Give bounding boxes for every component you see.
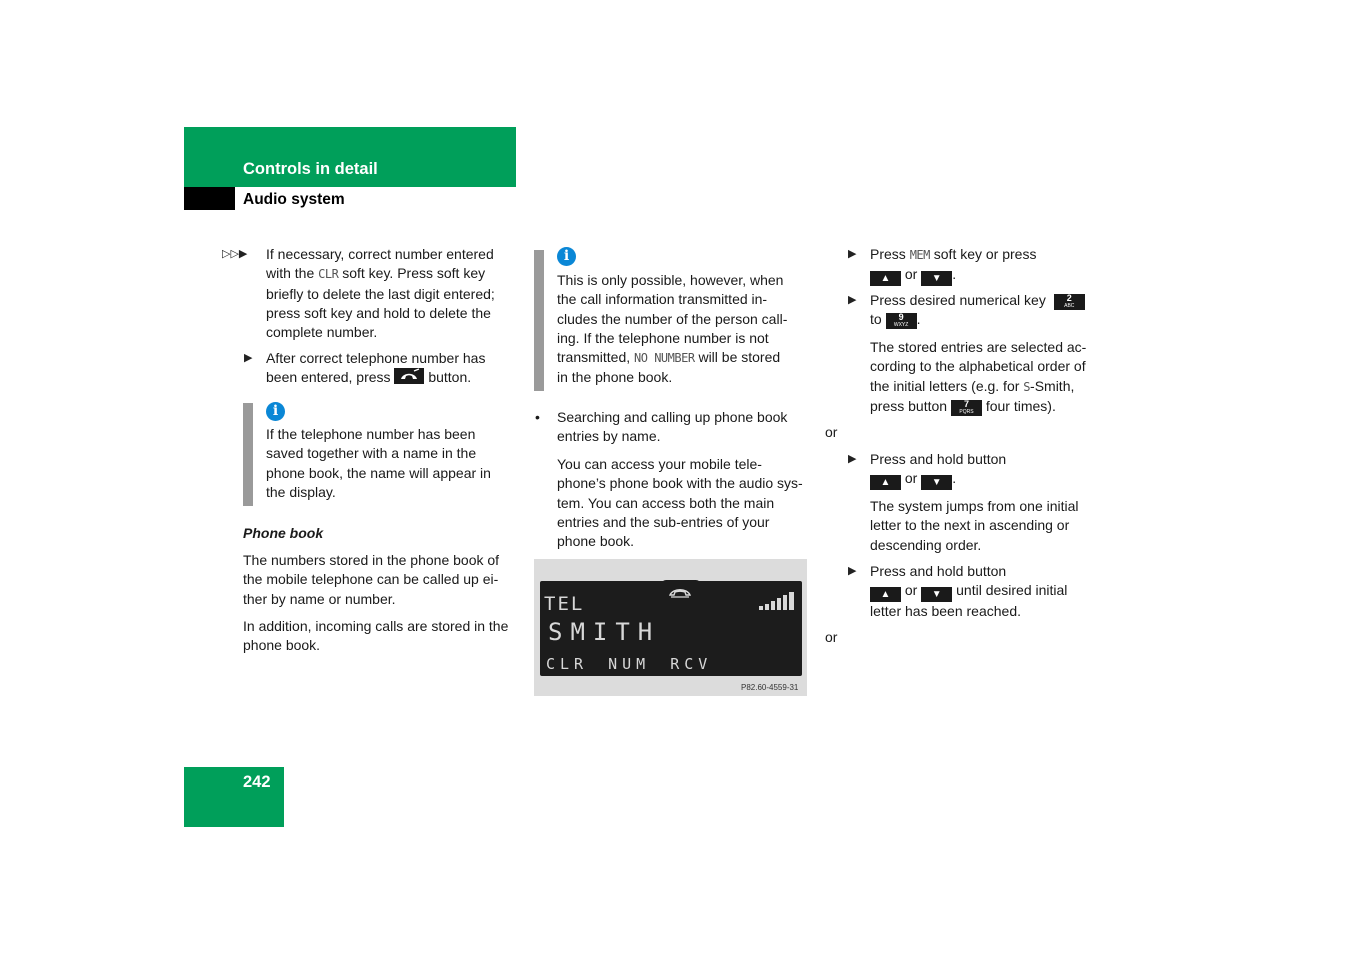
down-arrow-icon: ▼ [921,475,952,490]
continuation-marker: ▷▷▶ [222,248,248,260]
signal-strength-icon [758,590,798,612]
down-arrow-icon: ▼ [921,271,952,286]
phone-book-para: The numbers stored in the phone book of the mobile telephone can be called up ei- ther by name or number. [243,552,500,607]
step-press-hold-1: Press and hold button ▲ or ▼ . [870,451,1007,489]
step-press-numerical: Press desired numerical key 2 ABC to 9 WXYZ . [870,291,1100,330]
display-soft-keys: CLR NUM RCV [546,655,713,673]
step-arrow-icon: ▶ [848,565,857,577]
note-no-number: This is only possible, however, when the call information transmitted in- cludes the number of the person call- ing. If the telephone number is not transmitted, NO NUMBER will be stored in the phone book. [557,272,788,386]
step-arrow-icon: ▶ [848,294,857,306]
clr-key-label: CLR [318,267,339,282]
key-2-abc: 2 ABC [1054,294,1085,310]
step-press-mem: Press MEM soft key or press ▲ or ▼ . [870,246,1037,285]
down-arrow-icon: ▼ [921,587,952,602]
step-press-send: After correct telephone number has been entered, press button. [266,350,486,386]
info-icon: i [266,402,285,421]
jumps-para: The system jumps from one initial letter to the next in ascending or descending order. [870,498,1079,553]
subsection-title: Audio system [243,191,345,208]
page-number: 242 [243,773,271,791]
incoming-calls-para: In addition, incoming calls are stored in the phone book. [243,618,509,654]
alphabetical-order-para: The stored entries are selected ac- cording to the alphabetical order of the initial letters (e.g. for S-Smith, press button 7 PQRS four times). [870,339,1087,415]
step-arrow-icon: ▶ [244,352,253,364]
step-correct-number: If necessary, correct number entered with the CLR soft key. Press soft key briefly to delete the last digit entered; press soft key and hold to delete the complete number. [266,246,495,341]
up-arrow-icon: ▲ [870,587,901,602]
step-arrow-icon: ▶ [848,453,857,465]
s-key-label: S [1023,379,1031,394]
key-7-pqrs: 7 PQRS [951,400,982,416]
note-bar [534,250,544,391]
note-name-display: If the telephone number has been saved together with a name in the phone book, the name will appear in the display. [266,426,491,500]
key-9-wxyz: 9 WXYZ [886,313,917,329]
bullet-marker: • [535,409,540,425]
info-icon: i [557,247,576,266]
handset-icon [667,586,693,600]
step-press-hold-2: Press and hold button ▲ or ▼ until desired initial letter has been reached. [870,563,1068,620]
bullet-search-by-name: Searching and calling up phone book entries by name. [557,409,788,445]
display-entry-name: SMITH [548,618,661,646]
no-number-label: NO NUMBER [634,351,695,366]
or-label: or [825,424,838,440]
access-phone-book-para: You can access your mobile tele- phone’s phone book with the audio sys- tem. You can access both the main entries and the sub-entries of your phone book. [557,456,803,550]
section-title: Controls in detail [243,160,378,178]
figure-code: P82.60-4559-31 [741,683,799,692]
up-arrow-icon: ▲ [870,271,901,286]
header-marker [184,187,235,210]
mem-key-label: MEM [909,248,930,262]
display-mode-label: TEL [544,593,585,615]
up-arrow-icon: ▲ [870,475,901,490]
phone-send-icon [394,368,424,384]
note-bar [243,403,253,506]
or-label: or [825,629,838,645]
phone-book-heading: Phone book [243,525,324,541]
step-arrow-icon: ▶ [848,248,857,260]
